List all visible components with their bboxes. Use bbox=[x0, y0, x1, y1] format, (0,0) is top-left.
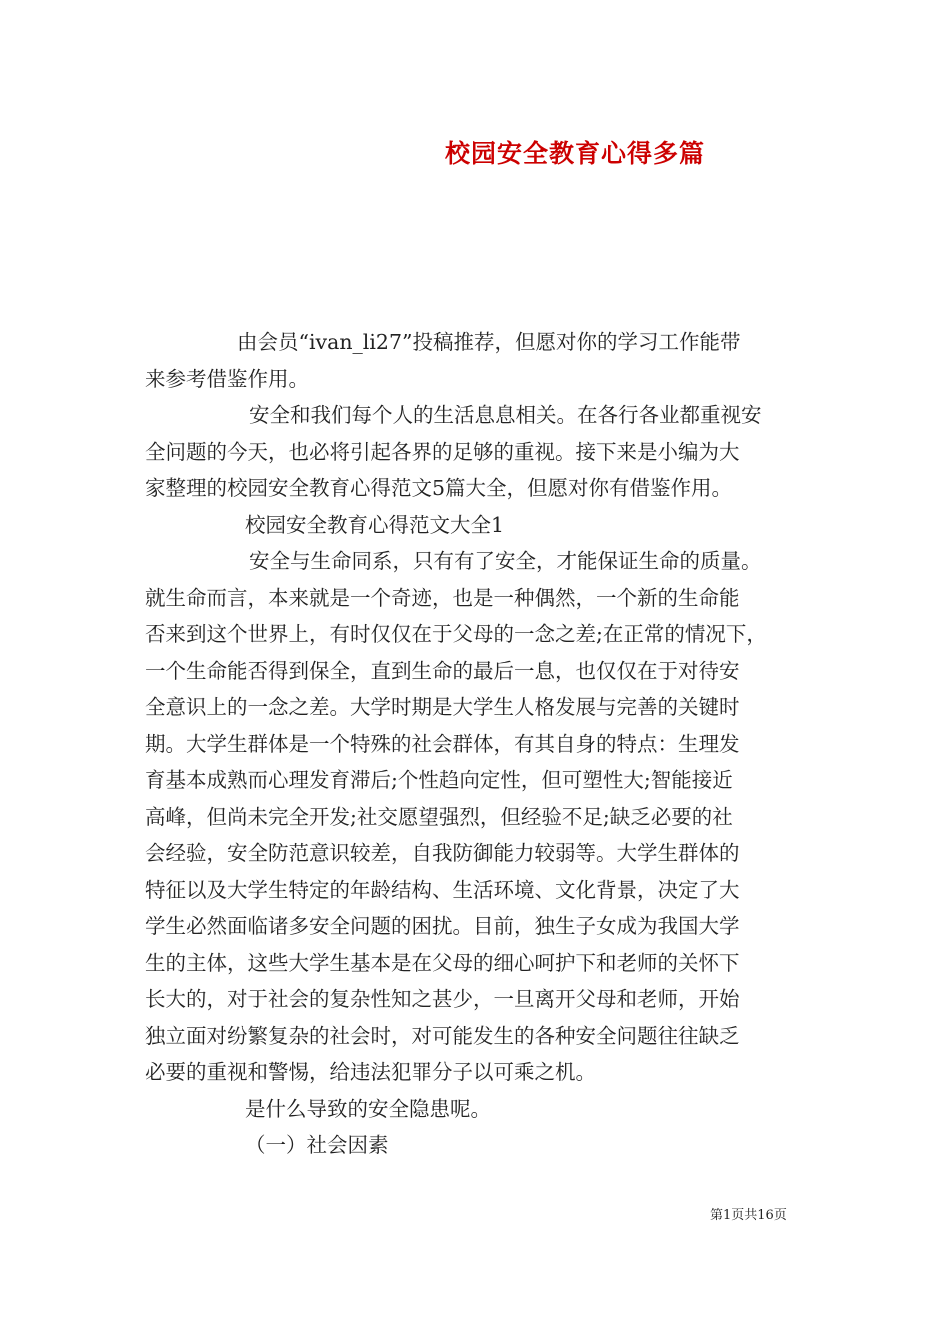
text-line: 特征以及大学生特定的年龄结构、生活环境、文化背景，决定了大 bbox=[145, 877, 740, 902]
text-line: 由会员“ivan_li27”投稿推荐，但愿对你的学习工作能带 bbox=[237, 330, 741, 354]
text-line: 生的主体，这些大学生基本是在父母的细心呵护下和老师的关怀下 bbox=[145, 950, 740, 975]
page-title: 校园安全教育心得多篇 bbox=[445, 139, 706, 168]
text-line: 独立面对纷繁复杂的社会时，对可能发生的各种安全问题往往缺乏 bbox=[145, 1023, 740, 1048]
page-number-footer: 第1页共16页 bbox=[710, 1208, 787, 1223]
text-line: 是什么导致的安全隐患呢。 bbox=[245, 1096, 491, 1121]
text-line: 安全和我们每个人的生活息息相关。在各行各业都重视安 bbox=[249, 403, 762, 427]
text-line: （一）社会因素 bbox=[245, 1133, 389, 1157]
text-line: 期。大学生群体是一个特殊的社会群体，有其自身的特点：生理发 bbox=[145, 731, 740, 756]
text-line: 全问题的今天，也必将引起各界的足够的重视。接下来是小编为大 bbox=[145, 439, 740, 464]
text-line: 学生必然面临诸多安全问题的困扰。目前，独生子女成为我国大学 bbox=[145, 914, 740, 938]
section-heading bbox=[145, 507, 807, 544]
text-line: 全意识上的一念之差。大学时期是大学生人格发展与完善的关键时 bbox=[145, 695, 740, 719]
paragraph-main bbox=[145, 543, 807, 1091]
text-line: 校园安全教育心得范文大全1 bbox=[245, 512, 505, 537]
text-line: 家整理的校园安全教育心得范文5篇大全，但愿对你有借鉴作用。 bbox=[145, 476, 733, 500]
text-line: 来参考借鉴作用。 bbox=[145, 366, 309, 391]
subsection-heading bbox=[145, 1127, 807, 1164]
paragraph-question bbox=[145, 1091, 807, 1128]
text-line: 否来到这个世界上，有时仅仅在于父母的一念之差;在正常的情况下， bbox=[145, 622, 767, 646]
text-line: 必要的重视和警惕，给违法犯罪分子以可乘之机。 bbox=[145, 1060, 596, 1084]
paragraph-intro bbox=[145, 324, 807, 397]
text-line: 育基本成熟而心理发育滞后;个性趋向定性，但可塑性大;智能接近 bbox=[145, 768, 733, 792]
text-line: 一个生命能否得到保全，直到生命的最后一息，也仅仅在于对待安 bbox=[145, 658, 740, 683]
text-line: 高峰，但尚未完全开发;社交愿望强烈，但经验不足;缺乏必要的社 bbox=[145, 804, 733, 829]
text-line: 安全与生命同系，只有有了安全，才能保证生命的质量。 bbox=[249, 549, 762, 573]
text-line: 就生命而言，本来就是一个奇迹，也是一种偶然，一个新的生命能 bbox=[145, 585, 740, 610]
paragraph-preface bbox=[145, 397, 807, 507]
text-line: 长大的，对于社会的复杂性知之甚少，一旦离开父母和老师，开始 bbox=[145, 987, 740, 1011]
text-line: 会经验，安全防范意识较差，自我防御能力较弱等。大学生群体的 bbox=[145, 841, 740, 865]
document-body bbox=[145, 324, 807, 1164]
